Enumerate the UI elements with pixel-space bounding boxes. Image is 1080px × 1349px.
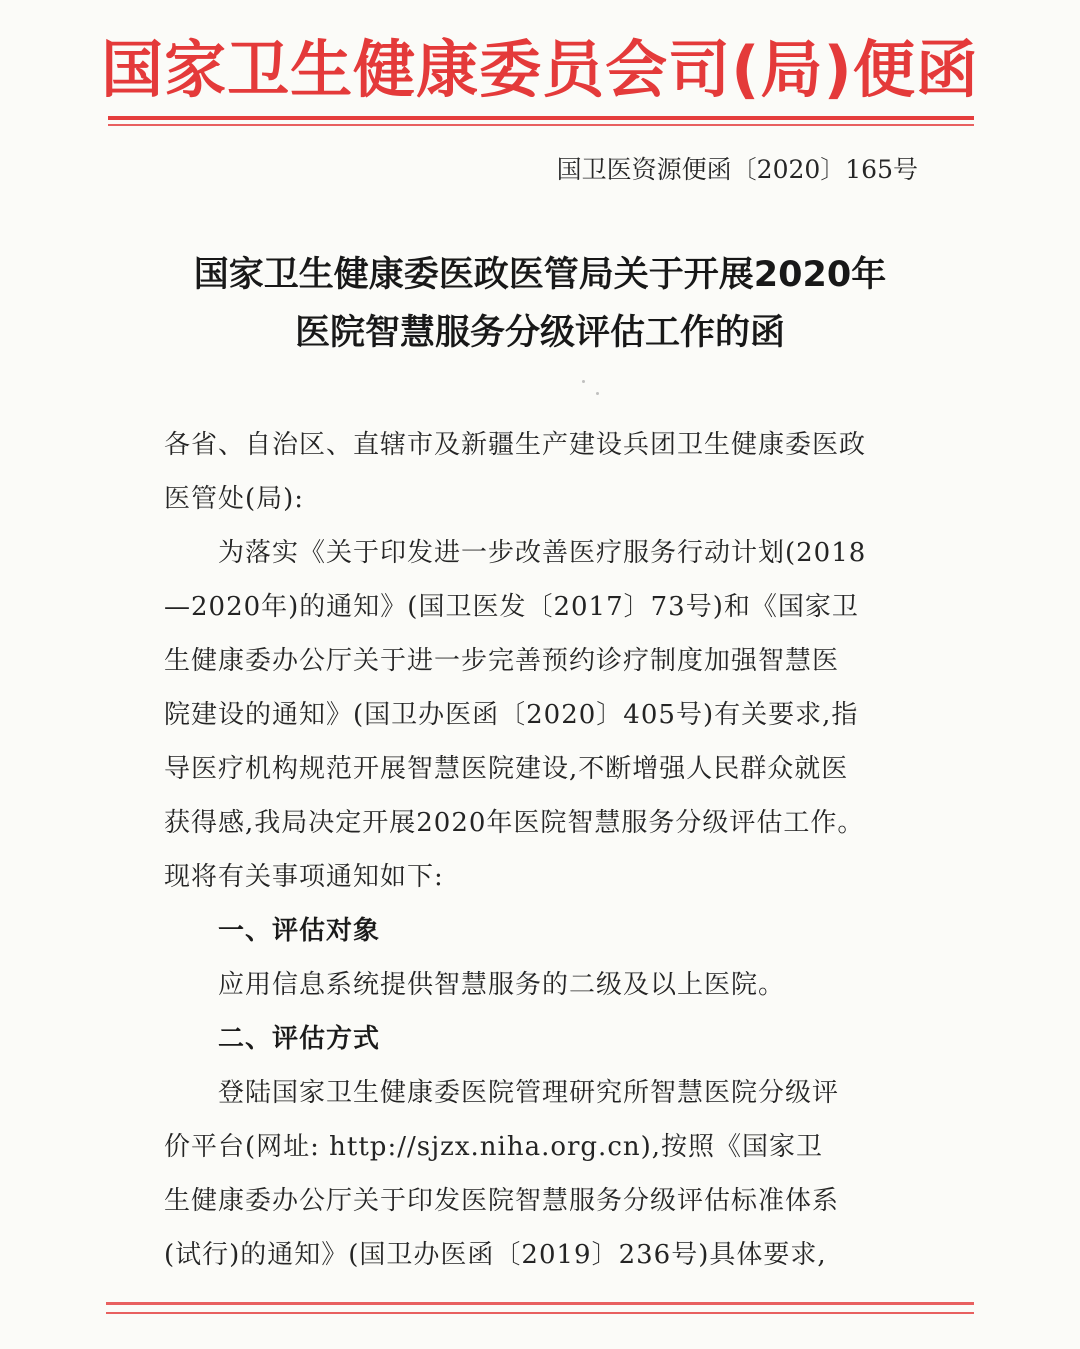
salutation-line: 各省、自治区、直辖市及新疆生产建设兵团卫生健康委医政 — [164, 430, 867, 460]
footer-rule-bottom — [106, 1312, 974, 1314]
letterhead-rule-thick — [108, 116, 974, 120]
letterhead-title: 国家卫生健康委员会司(局)便函 — [101, 33, 979, 106]
paragraph-line: 生健康委办公厅关于进一步完善预约诊疗制度加强智慧医 — [164, 646, 840, 676]
paragraph-line: 现将有关事项通知如下: — [164, 862, 444, 892]
document-number: 国卫医资源便函〔2020〕165号 — [556, 155, 918, 184]
section-heading-evaluation-method: 二、评估方式 — [218, 1024, 381, 1054]
salutation-line: 医管处(局): — [164, 484, 305, 514]
paragraph-line: 登陆国家卫生健康委医院管理研究所智慧医院分级评 — [218, 1078, 840, 1108]
letterhead-rule-thin — [108, 124, 974, 126]
section-heading-evaluation-target: 一、评估对象 — [218, 916, 381, 946]
footer-rule-top — [106, 1302, 974, 1305]
paragraph-line: 导医疗机构规范开展智慧医院建设,不断增强人民群众就医 — [164, 754, 849, 784]
document-title-line-1: 国家卫生健康委医政医管局关于开展2020年 — [193, 255, 887, 295]
paragraph-line: (试行)的通知》(国卫办医函〔2019〕236号)具体要求, — [164, 1240, 827, 1270]
paragraph-line: 生健康委办公厅关于印发医院智慧服务分级评估标准体系 — [164, 1186, 840, 1216]
document-title — [0, 246, 1080, 362]
paragraph-line: 为落实《关于印发进一步改善医疗服务行动计划(2018 — [218, 538, 867, 568]
paragraph-line: —2020年)的通知》(国卫医发〔2017〕73号)和《国家卫 — [164, 592, 859, 622]
paragraph-line: 院建设的通知》(国卫办医函〔2020〕405号)有关要求,指 — [164, 700, 859, 730]
scan-speck — [596, 392, 599, 395]
paragraph-line: 获得感,我局决定开展2020年医院智慧服务分级评估工作。 — [164, 808, 865, 838]
scan-speck — [582, 380, 585, 383]
paragraph-line: 价平台(网址: http://sjzx.niha.org.cn),按照《国家卫 — [164, 1132, 824, 1162]
document-title-line-2: 医院智慧服务分级评估工作的函 — [294, 313, 785, 353]
paragraph-line: 应用信息系统提供智慧服务的二级及以上医院。 — [218, 970, 786, 1000]
document-body — [164, 418, 924, 1282]
